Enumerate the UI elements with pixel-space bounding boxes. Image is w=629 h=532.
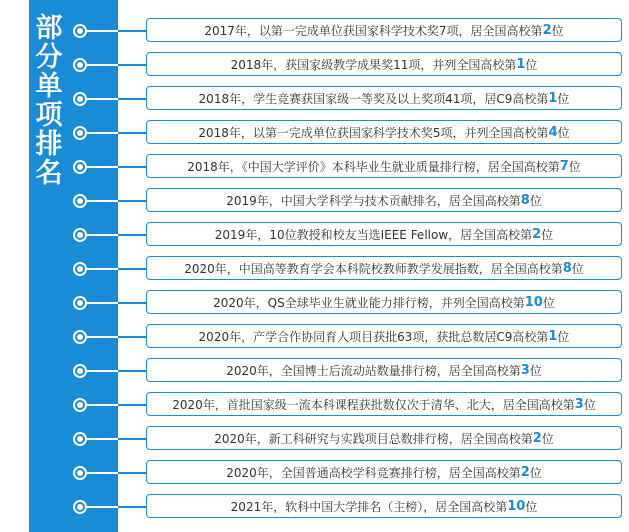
ranking-text: 2019年，10位教授和校友当选IEEE Fellow，居全国高校第	[214, 227, 533, 242]
bullet-dot-icon	[73, 126, 87, 140]
connector-line	[118, 302, 146, 304]
connector-line	[118, 98, 146, 100]
bullet-dot-icon	[73, 92, 87, 106]
ranking-item-box	[146, 460, 622, 484]
bullet-dot-icon	[73, 364, 87, 378]
ranking-item-box	[146, 120, 622, 144]
title-char: 分	[35, 42, 63, 73]
ranking-item	[0, 18, 629, 44]
rank-number: 1	[548, 328, 558, 344]
bullet-dot-icon	[73, 296, 87, 310]
ranking-item	[0, 358, 629, 384]
ranking-item	[0, 426, 629, 452]
ranking-item-box	[146, 324, 622, 348]
bullet-dot-icon	[73, 432, 87, 446]
connector-line	[118, 370, 146, 372]
ranking-item	[0, 460, 629, 486]
ranking-text: 2020年，全国普通高校学科竞赛排行榜，居全国高校第	[226, 465, 521, 480]
rank-suffix: 位	[551, 23, 564, 38]
ranking-item-box	[146, 222, 622, 246]
rank-number: 8	[520, 192, 530, 208]
rank-suffix: 位	[525, 57, 538, 72]
rank-number: 2	[532, 226, 542, 242]
connector-line	[118, 200, 146, 202]
ranking-text: 2017年，以第一完成单位获国家科学技术奖7项，居全国高校第	[204, 23, 543, 38]
ranking-text: 2020年，首批国家级一流本科课程获批数仅次于清华、北大，居全国高校第	[172, 397, 575, 412]
ranking-item-box	[146, 358, 622, 382]
bullet-dot-icon	[73, 160, 87, 174]
bullet-dot-icon	[73, 24, 87, 38]
connector-line	[118, 166, 146, 168]
title-char: 部	[35, 13, 63, 44]
ranking-text: 2020年，新工科研究与实践项目总数排行榜，居全国高校第	[214, 431, 533, 446]
ranking-text: 2020年，QS全球毕业生就业能力排行榜，并列全国高校第	[213, 295, 525, 310]
rank-number: 2	[542, 22, 552, 38]
connector-line	[118, 472, 146, 474]
ranking-item-box	[146, 494, 622, 518]
connector-line	[118, 438, 146, 440]
ranking-item	[0, 256, 629, 282]
ranking-text: 2020年，中国高等教育学会本科院校教师教学发展指数，居全国高校第	[184, 261, 563, 276]
ranking-item-box	[146, 18, 622, 42]
connector-line	[118, 268, 146, 270]
bullet-dot-icon	[73, 398, 87, 412]
title-char: 单	[35, 71, 63, 102]
bullet-dot-icon	[73, 194, 87, 208]
rank-number: 2	[532, 430, 542, 446]
bullet-dot-icon	[73, 466, 87, 480]
rank-number: 1	[516, 56, 526, 72]
ranking-item-box	[146, 290, 622, 314]
rank-number: 3	[574, 396, 584, 412]
rank-suffix: 位	[557, 329, 570, 344]
connector-line	[118, 132, 146, 134]
rank-suffix: 位	[525, 499, 538, 514]
ranking-item-box	[146, 188, 622, 212]
ranking-text: 2020年，全国博士后流动站数量排行榜，居全国高校第	[226, 363, 521, 378]
rank-suffix: 位	[542, 295, 555, 310]
ranking-text: 2018年，《中国大学评价》本科毕业生就业质量排行榜，居全国高校第	[187, 159, 560, 174]
rank-suffix: 位	[541, 431, 554, 446]
rank-suffix: 位	[557, 125, 570, 140]
rank-number: 8	[562, 260, 572, 276]
rank-number: 7	[559, 158, 569, 174]
bullet-dot-icon	[73, 262, 87, 276]
rank-number: 10	[507, 498, 526, 514]
ranking-item	[0, 324, 629, 350]
ranking-item	[0, 222, 629, 248]
rank-number: 2	[520, 464, 530, 480]
rank-suffix: 位	[529, 193, 542, 208]
ranking-item-box	[146, 256, 622, 280]
rank-suffix: 位	[568, 159, 581, 174]
rank-suffix: 位	[571, 261, 584, 276]
ranking-item	[0, 494, 629, 520]
rank-number: 1	[548, 90, 558, 106]
ranking-item	[0, 290, 629, 316]
ranking-item-box	[146, 392, 622, 416]
title-char: 项	[35, 100, 63, 131]
rank-number: 3	[520, 362, 530, 378]
ranking-text: 2018年，以第一完成单位获国家科学技术奖5项，并列全国高校第	[198, 125, 549, 140]
ranking-item	[0, 86, 629, 112]
ranking-item-box	[146, 426, 622, 450]
bullet-dot-icon	[73, 228, 87, 242]
ranking-text: 2021年，软科中国大学排名（主榜），居全国高校第	[230, 499, 508, 514]
rank-suffix: 位	[541, 227, 554, 242]
ranking-item-box	[146, 154, 622, 178]
title-char: 排	[35, 129, 63, 160]
ranking-item-box	[146, 86, 622, 110]
ranking-item	[0, 52, 629, 78]
bullet-dot-icon	[73, 58, 87, 72]
bullet-dot-icon	[73, 330, 87, 344]
connector-line	[118, 404, 146, 406]
ranking-text: 2018年，学生竞赛获国家级一等奖及以上奖项41项，居C9高校第	[198, 91, 549, 106]
ranking-item	[0, 154, 629, 180]
connector-line	[118, 506, 146, 508]
ranking-text: 2019年，中国大学科学与技术贡献排名，居全国高校第	[226, 193, 521, 208]
connector-line	[118, 234, 146, 236]
connector-line	[118, 30, 146, 32]
bullet-dot-icon	[73, 500, 87, 514]
rank-number: 10	[524, 294, 543, 310]
ranking-text: 2018年，获国家级教学成果奖11项，并列全国高校第	[230, 57, 517, 72]
ranking-item	[0, 188, 629, 214]
title-char: 名	[35, 158, 63, 189]
ranking-text: 2020年，产学合作协同育人项目获批63项，获批总数居C9高校第	[198, 329, 549, 344]
rank-suffix: 位	[583, 397, 596, 412]
ranking-item-box	[146, 52, 622, 76]
rank-suffix: 位	[557, 91, 570, 106]
rank-suffix: 位	[529, 363, 542, 378]
rank-suffix: 位	[529, 465, 542, 480]
ranking-item	[0, 392, 629, 418]
ranking-item	[0, 120, 629, 146]
connector-line	[118, 64, 146, 66]
connector-line	[118, 336, 146, 338]
rank-number: 4	[548, 124, 558, 140]
